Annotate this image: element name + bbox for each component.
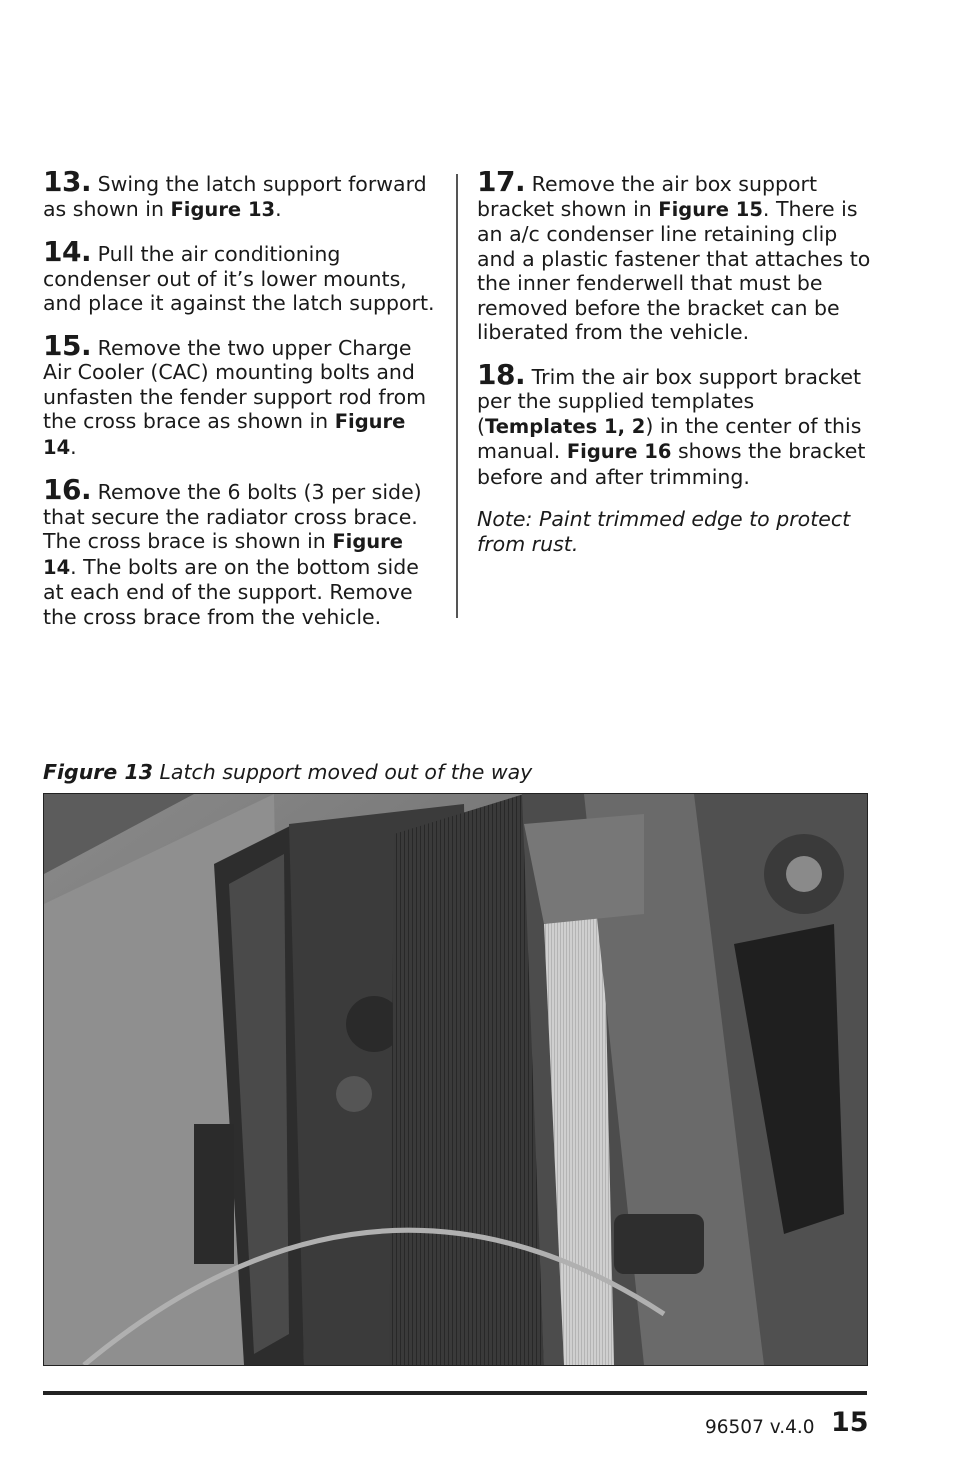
step-16 — [43, 473, 439, 629]
right-column — [477, 165, 877, 556]
step-number: 16. — [43, 473, 92, 506]
step-text: ) in the center of this manual. — [477, 413, 862, 463]
step-text: . The bolts are on the bottom side at each end of the support. Remove the cross brace from the vehicle. — [43, 554, 419, 629]
step-15 — [43, 328, 439, 461]
figure-reference: Figure 16 — [566, 440, 672, 463]
figure-caption-text: Latch support moved out of the way — [159, 760, 533, 784]
figure-reference: Figure 14 — [43, 410, 406, 459]
engine-bay-photo — [44, 794, 867, 1365]
footer-rule — [43, 1391, 867, 1395]
step-number: 14. — [43, 235, 92, 268]
left-column — [43, 165, 439, 647]
step-text: Remove the air box support bracket shown in — [477, 172, 817, 221]
step-number: 13. — [43, 165, 92, 198]
figure-caption — [43, 760, 532, 784]
step-text: . — [275, 196, 282, 221]
note: Note: Paint trimmed edge to protect from rust. — [477, 507, 851, 556]
step-text: Remove the 6 bolts (3 per side) that secure the radiator cross brace. The cross brace is shown in — [43, 480, 422, 553]
step-14 — [43, 235, 439, 316]
step-text: Swing the latch support forward as shown in — [43, 172, 427, 221]
step-number: 15. — [43, 328, 92, 362]
step-text: . There is an a/c condenser line retaining clip and a plastic fastener that attaches to the inner fenderwell that must be removed before the bracket can be liberated from the vehicle. — [477, 196, 871, 344]
figure-reference: Figure 13 — [170, 197, 276, 221]
figure-reference: Figure 14 — [43, 530, 403, 579]
figure-label: Figure 13 — [43, 760, 153, 784]
step-text: . — [70, 434, 77, 459]
step-text: shows the bracket before and after trimming. — [477, 439, 866, 489]
column-divider — [456, 174, 458, 618]
step-17 — [477, 165, 877, 345]
page-number: 15 — [831, 1407, 869, 1438]
step-number: 18. — [477, 357, 526, 391]
figure-13-photo — [43, 793, 868, 1366]
step-18 — [477, 357, 877, 490]
step-13 — [43, 165, 439, 222]
step-text: Remove the two upper Charge Air Cooler (CAC) mounting bolts and unfasten the fender support rod from the cross brace as shown in — [43, 335, 427, 433]
template-reference: Templates 1, 2 — [485, 414, 646, 438]
figure-reference: Figure 15 — [658, 197, 763, 221]
step-number: 17. — [477, 165, 526, 198]
condenser-core — [389, 794, 544, 1365]
document-version: 96507 v.4.0 — [705, 1417, 815, 1438]
step-text: Trim the air box support bracket per the supplied templates ( — [477, 364, 861, 438]
step-text: Pull the air conditioning condenser out of it’s lower mounts, and place it against the latch support. — [43, 242, 435, 315]
